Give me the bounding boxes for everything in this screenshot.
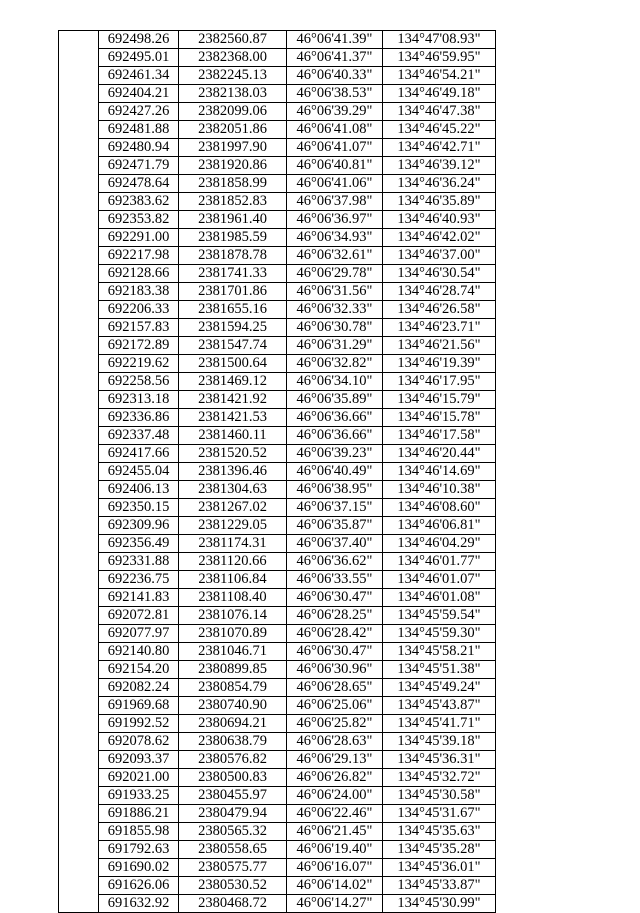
x-coordinate-cell: 692309.96 — [99, 517, 179, 535]
row-margin-left — [59, 607, 99, 625]
y-coordinate-cell: 2381655.16 — [179, 301, 287, 319]
row-margin-left — [59, 841, 99, 859]
longitude-cell: 134°45'59.54" — [383, 607, 496, 625]
row-margin-left — [59, 193, 99, 211]
latitude-cell: 46°06'32.82" — [287, 355, 383, 373]
longitude-cell: 134°46'01.08" — [383, 589, 496, 607]
latitude-cell: 46°06'19.40" — [287, 841, 383, 859]
latitude-cell: 46°06'32.61" — [287, 247, 383, 265]
x-coordinate-cell: 692471.79 — [99, 157, 179, 175]
table-row — [59, 157, 496, 175]
y-coordinate-cell: 2380500.83 — [179, 769, 287, 787]
row-margin-left — [59, 31, 99, 49]
longitude-cell: 134°45'49.24" — [383, 679, 496, 697]
latitude-cell: 46°06'14.27" — [287, 895, 383, 913]
latitude-cell: 46°06'40.81" — [287, 157, 383, 175]
y-coordinate-cell: 2380899.85 — [179, 661, 287, 679]
row-margin-left — [59, 265, 99, 283]
longitude-cell: 134°46'47.38" — [383, 103, 496, 121]
row-margin-left — [59, 751, 99, 769]
x-coordinate-cell: 692258.56 — [99, 373, 179, 391]
x-coordinate-cell: 692337.48 — [99, 427, 179, 445]
latitude-cell: 46°06'33.55" — [287, 571, 383, 589]
table-row — [59, 859, 496, 877]
latitude-cell: 46°06'41.06" — [287, 175, 383, 193]
longitude-cell: 134°46'04.29" — [383, 535, 496, 553]
x-coordinate-cell: 691992.52 — [99, 715, 179, 733]
latitude-cell: 46°06'26.82" — [287, 769, 383, 787]
y-coordinate-cell: 2381858.99 — [179, 175, 287, 193]
y-coordinate-cell: 2380576.82 — [179, 751, 287, 769]
x-coordinate-cell: 692331.88 — [99, 553, 179, 571]
y-coordinate-cell: 2381594.25 — [179, 319, 287, 337]
longitude-cell: 134°45'31.67" — [383, 805, 496, 823]
longitude-cell: 134°46'19.39" — [383, 355, 496, 373]
table-row — [59, 841, 496, 859]
row-margin-left — [59, 517, 99, 535]
longitude-cell: 134°46'26.58" — [383, 301, 496, 319]
latitude-cell: 46°06'39.23" — [287, 445, 383, 463]
y-coordinate-cell: 2380530.52 — [179, 877, 287, 895]
x-coordinate-cell: 692078.62 — [99, 733, 179, 751]
row-margin-left — [59, 301, 99, 319]
x-coordinate-cell: 692480.94 — [99, 139, 179, 157]
table-row — [59, 85, 496, 103]
latitude-cell: 46°06'38.95" — [287, 481, 383, 499]
y-coordinate-cell: 2381852.83 — [179, 193, 287, 211]
latitude-cell: 46°06'16.07" — [287, 859, 383, 877]
table-row — [59, 265, 496, 283]
row-margin-left — [59, 103, 99, 121]
row-margin-left — [59, 139, 99, 157]
longitude-cell: 134°46'37.00" — [383, 247, 496, 265]
longitude-cell: 134°46'10.38" — [383, 481, 496, 499]
y-coordinate-cell: 2382051.86 — [179, 121, 287, 139]
table-row — [59, 355, 496, 373]
row-margin-left — [59, 445, 99, 463]
y-coordinate-cell: 2381174.31 — [179, 535, 287, 553]
x-coordinate-cell: 691632.92 — [99, 895, 179, 913]
longitude-cell: 134°45'41.71" — [383, 715, 496, 733]
longitude-cell: 134°45'59.30" — [383, 625, 496, 643]
longitude-cell: 134°45'36.31" — [383, 751, 496, 769]
row-margin-left — [59, 823, 99, 841]
latitude-cell: 46°06'36.66" — [287, 409, 383, 427]
longitude-cell: 134°45'30.99" — [383, 895, 496, 913]
y-coordinate-cell: 2382560.87 — [179, 31, 287, 49]
table-row — [59, 589, 496, 607]
x-coordinate-cell: 691855.98 — [99, 823, 179, 841]
x-coordinate-cell: 692236.75 — [99, 571, 179, 589]
longitude-cell: 134°47'08.93" — [383, 31, 496, 49]
x-coordinate-cell: 692417.66 — [99, 445, 179, 463]
table-row — [59, 373, 496, 391]
latitude-cell: 46°06'40.49" — [287, 463, 383, 481]
latitude-cell: 46°06'22.46" — [287, 805, 383, 823]
table-row — [59, 751, 496, 769]
y-coordinate-cell: 2380558.65 — [179, 841, 287, 859]
longitude-cell: 134°46'17.95" — [383, 373, 496, 391]
table-row — [59, 283, 496, 301]
longitude-cell: 134°46'01.07" — [383, 571, 496, 589]
latitude-cell: 46°06'28.25" — [287, 607, 383, 625]
row-margin-left — [59, 355, 99, 373]
table-row — [59, 535, 496, 553]
longitude-cell: 134°45'32.72" — [383, 769, 496, 787]
latitude-cell: 46°06'36.66" — [287, 427, 383, 445]
latitude-cell: 46°06'24.00" — [287, 787, 383, 805]
longitude-cell: 134°46'28.74" — [383, 283, 496, 301]
row-margin-left — [59, 481, 99, 499]
x-coordinate-cell: 691969.68 — [99, 697, 179, 715]
longitude-cell: 134°46'39.12" — [383, 157, 496, 175]
y-coordinate-cell: 2381878.78 — [179, 247, 287, 265]
longitude-cell: 134°46'35.89" — [383, 193, 496, 211]
x-coordinate-cell: 691933.25 — [99, 787, 179, 805]
table-row — [59, 607, 496, 625]
x-coordinate-cell: 692082.24 — [99, 679, 179, 697]
row-margin-left — [59, 85, 99, 103]
table-row — [59, 427, 496, 445]
longitude-cell: 134°46'49.18" — [383, 85, 496, 103]
table-row — [59, 823, 496, 841]
x-coordinate-cell: 692495.01 — [99, 49, 179, 67]
longitude-cell: 134°45'58.21" — [383, 643, 496, 661]
latitude-cell: 46°06'28.42" — [287, 625, 383, 643]
table-row — [59, 715, 496, 733]
table-row — [59, 805, 496, 823]
table-row — [59, 175, 496, 193]
y-coordinate-cell: 2381520.52 — [179, 445, 287, 463]
longitude-cell: 134°46'15.78" — [383, 409, 496, 427]
x-coordinate-cell: 692406.13 — [99, 481, 179, 499]
table-row — [59, 301, 496, 319]
longitude-cell: 134°46'42.71" — [383, 139, 496, 157]
x-coordinate-cell: 692077.97 — [99, 625, 179, 643]
table-row — [59, 409, 496, 427]
latitude-cell: 46°06'36.62" — [287, 553, 383, 571]
latitude-cell: 46°06'41.07" — [287, 139, 383, 157]
longitude-cell: 134°46'42.02" — [383, 229, 496, 247]
y-coordinate-cell: 2380694.21 — [179, 715, 287, 733]
y-coordinate-cell: 2381421.92 — [179, 391, 287, 409]
row-margin-left — [59, 553, 99, 571]
longitude-cell: 134°46'15.79" — [383, 391, 496, 409]
table-row — [59, 67, 496, 85]
y-coordinate-cell: 2382368.00 — [179, 49, 287, 67]
x-coordinate-cell: 692478.64 — [99, 175, 179, 193]
row-margin-left — [59, 571, 99, 589]
row-margin-left — [59, 211, 99, 229]
y-coordinate-cell: 2381920.86 — [179, 157, 287, 175]
table-row — [59, 877, 496, 895]
row-margin-left — [59, 373, 99, 391]
x-coordinate-cell: 692455.04 — [99, 463, 179, 481]
latitude-cell: 46°06'37.40" — [287, 535, 383, 553]
y-coordinate-cell: 2381421.53 — [179, 409, 287, 427]
x-coordinate-cell: 692219.62 — [99, 355, 179, 373]
table-row — [59, 247, 496, 265]
x-coordinate-cell: 692206.33 — [99, 301, 179, 319]
row-margin-left — [59, 535, 99, 553]
row-margin-left — [59, 877, 99, 895]
table-row — [59, 103, 496, 121]
y-coordinate-cell: 2381108.40 — [179, 589, 287, 607]
table-row — [59, 49, 496, 67]
row-margin-left — [59, 769, 99, 787]
x-coordinate-cell: 692404.21 — [99, 85, 179, 103]
x-coordinate-cell: 692313.18 — [99, 391, 179, 409]
longitude-cell: 134°45'33.87" — [383, 877, 496, 895]
latitude-cell: 46°06'39.29" — [287, 103, 383, 121]
table-row — [59, 679, 496, 697]
y-coordinate-cell: 2381229.05 — [179, 517, 287, 535]
y-coordinate-cell: 2380854.79 — [179, 679, 287, 697]
row-margin-left — [59, 409, 99, 427]
longitude-cell: 134°46'14.69" — [383, 463, 496, 481]
y-coordinate-cell: 2382245.13 — [179, 67, 287, 85]
x-coordinate-cell: 692336.86 — [99, 409, 179, 427]
latitude-cell: 46°06'30.78" — [287, 319, 383, 337]
latitude-cell: 46°06'28.63" — [287, 733, 383, 751]
latitude-cell: 46°06'41.08" — [287, 121, 383, 139]
row-margin-left — [59, 337, 99, 355]
latitude-cell: 46°06'34.93" — [287, 229, 383, 247]
row-margin-left — [59, 427, 99, 445]
x-coordinate-cell: 692128.66 — [99, 265, 179, 283]
row-margin-left — [59, 229, 99, 247]
x-coordinate-cell: 692072.81 — [99, 607, 179, 625]
latitude-cell: 46°06'25.06" — [287, 697, 383, 715]
x-coordinate-cell: 692350.15 — [99, 499, 179, 517]
y-coordinate-cell: 2381076.14 — [179, 607, 287, 625]
table-row — [59, 31, 496, 49]
latitude-cell: 46°06'30.47" — [287, 643, 383, 661]
latitude-cell: 46°06'35.87" — [287, 517, 383, 535]
y-coordinate-cell: 2380565.32 — [179, 823, 287, 841]
longitude-cell: 134°45'51.38" — [383, 661, 496, 679]
x-coordinate-cell: 692427.26 — [99, 103, 179, 121]
x-coordinate-cell: 691626.06 — [99, 877, 179, 895]
row-margin-left — [59, 589, 99, 607]
table-row — [59, 229, 496, 247]
longitude-cell: 134°46'06.81" — [383, 517, 496, 535]
y-coordinate-cell: 2380455.97 — [179, 787, 287, 805]
latitude-cell: 46°06'29.78" — [287, 265, 383, 283]
x-coordinate-cell: 692356.49 — [99, 535, 179, 553]
latitude-cell: 46°06'37.15" — [287, 499, 383, 517]
x-coordinate-cell: 692461.34 — [99, 67, 179, 85]
y-coordinate-cell: 2381120.66 — [179, 553, 287, 571]
row-margin-left — [59, 661, 99, 679]
longitude-cell: 134°45'36.01" — [383, 859, 496, 877]
x-coordinate-cell: 692021.00 — [99, 769, 179, 787]
table-row — [59, 139, 496, 157]
table-row — [59, 697, 496, 715]
longitude-cell: 134°46'23.71" — [383, 319, 496, 337]
latitude-cell: 46°06'30.47" — [287, 589, 383, 607]
row-margin-left — [59, 679, 99, 697]
latitude-cell: 46°06'36.97" — [287, 211, 383, 229]
row-margin-left — [59, 859, 99, 877]
x-coordinate-cell: 692383.62 — [99, 193, 179, 211]
x-coordinate-cell: 692141.83 — [99, 589, 179, 607]
y-coordinate-cell: 2381460.11 — [179, 427, 287, 445]
row-margin-left — [59, 175, 99, 193]
table-row — [59, 571, 496, 589]
longitude-cell: 134°45'39.18" — [383, 733, 496, 751]
x-coordinate-cell: 692183.38 — [99, 283, 179, 301]
y-coordinate-cell: 2380575.77 — [179, 859, 287, 877]
table-row — [59, 463, 496, 481]
table-row — [59, 211, 496, 229]
longitude-cell: 134°46'59.95" — [383, 49, 496, 67]
latitude-cell: 46°06'35.89" — [287, 391, 383, 409]
table-row — [59, 895, 496, 913]
y-coordinate-cell: 2380740.90 — [179, 697, 287, 715]
table-row — [59, 319, 496, 337]
x-coordinate-cell: 691792.63 — [99, 841, 179, 859]
y-coordinate-cell: 2381701.86 — [179, 283, 287, 301]
row-margin-left — [59, 157, 99, 175]
y-coordinate-cell: 2381500.64 — [179, 355, 287, 373]
latitude-cell: 46°06'21.45" — [287, 823, 383, 841]
table-row — [59, 499, 496, 517]
table-row — [59, 391, 496, 409]
table-row — [59, 625, 496, 643]
x-coordinate-cell: 692291.00 — [99, 229, 179, 247]
longitude-cell: 134°46'36.24" — [383, 175, 496, 193]
y-coordinate-cell: 2381997.90 — [179, 139, 287, 157]
longitude-cell: 134°46'54.21" — [383, 67, 496, 85]
longitude-cell: 134°45'30.58" — [383, 787, 496, 805]
row-margin-left — [59, 697, 99, 715]
table-row — [59, 643, 496, 661]
y-coordinate-cell: 2381304.63 — [179, 481, 287, 499]
x-coordinate-cell: 691886.21 — [99, 805, 179, 823]
y-coordinate-cell: 2381985.59 — [179, 229, 287, 247]
latitude-cell: 46°06'41.37" — [287, 49, 383, 67]
row-margin-left — [59, 787, 99, 805]
table-row — [59, 121, 496, 139]
longitude-cell: 134°46'21.56" — [383, 337, 496, 355]
row-margin-left — [59, 895, 99, 913]
table-row — [59, 517, 496, 535]
x-coordinate-cell: 692353.82 — [99, 211, 179, 229]
latitude-cell: 46°06'32.33" — [287, 301, 383, 319]
coordinates-table — [58, 30, 496, 913]
row-margin-left — [59, 391, 99, 409]
table-row — [59, 733, 496, 751]
row-margin-left — [59, 733, 99, 751]
row-margin-left — [59, 805, 99, 823]
longitude-cell: 134°46'40.93" — [383, 211, 496, 229]
longitude-cell: 134°46'01.77" — [383, 553, 496, 571]
y-coordinate-cell: 2381070.89 — [179, 625, 287, 643]
longitude-cell: 134°45'43.87" — [383, 697, 496, 715]
y-coordinate-cell: 2382099.06 — [179, 103, 287, 121]
longitude-cell: 134°46'08.60" — [383, 499, 496, 517]
x-coordinate-cell: 692140.80 — [99, 643, 179, 661]
row-margin-left — [59, 49, 99, 67]
latitude-cell: 46°06'38.53" — [287, 85, 383, 103]
table-row — [59, 787, 496, 805]
x-coordinate-cell: 691690.02 — [99, 859, 179, 877]
y-coordinate-cell: 2381396.46 — [179, 463, 287, 481]
table-row — [59, 193, 496, 211]
x-coordinate-cell: 692157.83 — [99, 319, 179, 337]
latitude-cell: 46°06'28.65" — [287, 679, 383, 697]
row-margin-left — [59, 715, 99, 733]
latitude-cell: 46°06'37.98" — [287, 193, 383, 211]
latitude-cell: 46°06'30.96" — [287, 661, 383, 679]
table-row — [59, 481, 496, 499]
longitude-cell: 134°45'35.63" — [383, 823, 496, 841]
table-row — [59, 769, 496, 787]
x-coordinate-cell: 692093.37 — [99, 751, 179, 769]
row-margin-left — [59, 625, 99, 643]
latitude-cell: 46°06'25.82" — [287, 715, 383, 733]
y-coordinate-cell: 2381961.40 — [179, 211, 287, 229]
y-coordinate-cell: 2381469.12 — [179, 373, 287, 391]
latitude-cell: 46°06'31.29" — [287, 337, 383, 355]
row-margin-left — [59, 499, 99, 517]
row-margin-left — [59, 283, 99, 301]
table-row — [59, 337, 496, 355]
coordinates-table-body — [59, 31, 496, 913]
table-row — [59, 445, 496, 463]
longitude-cell: 134°46'20.44" — [383, 445, 496, 463]
latitude-cell: 46°06'41.39" — [287, 31, 383, 49]
latitude-cell: 46°06'14.02" — [287, 877, 383, 895]
longitude-cell: 134°46'30.54" — [383, 265, 496, 283]
table-row — [59, 661, 496, 679]
x-coordinate-cell: 692217.98 — [99, 247, 179, 265]
y-coordinate-cell: 2380468.72 — [179, 895, 287, 913]
latitude-cell: 46°06'29.13" — [287, 751, 383, 769]
y-coordinate-cell: 2382138.03 — [179, 85, 287, 103]
row-margin-left — [59, 463, 99, 481]
row-margin-left — [59, 643, 99, 661]
x-coordinate-cell: 692154.20 — [99, 661, 179, 679]
table-row — [59, 553, 496, 571]
longitude-cell: 134°45'35.28" — [383, 841, 496, 859]
row-margin-left — [59, 67, 99, 85]
x-coordinate-cell: 692481.88 — [99, 121, 179, 139]
y-coordinate-cell: 2381547.74 — [179, 337, 287, 355]
latitude-cell: 46°06'34.10" — [287, 373, 383, 391]
x-coordinate-cell: 692172.89 — [99, 337, 179, 355]
y-coordinate-cell: 2380479.94 — [179, 805, 287, 823]
row-margin-left — [59, 319, 99, 337]
x-coordinate-cell: 692498.26 — [99, 31, 179, 49]
y-coordinate-cell: 2381106.84 — [179, 571, 287, 589]
latitude-cell: 46°06'40.33" — [287, 67, 383, 85]
longitude-cell: 134°46'17.58" — [383, 427, 496, 445]
y-coordinate-cell: 2381046.71 — [179, 643, 287, 661]
latitude-cell: 46°06'31.56" — [287, 283, 383, 301]
y-coordinate-cell: 2380638.79 — [179, 733, 287, 751]
row-margin-left — [59, 121, 99, 139]
y-coordinate-cell: 2381267.02 — [179, 499, 287, 517]
longitude-cell: 134°46'45.22" — [383, 121, 496, 139]
row-margin-left — [59, 247, 99, 265]
y-coordinate-cell: 2381741.33 — [179, 265, 287, 283]
